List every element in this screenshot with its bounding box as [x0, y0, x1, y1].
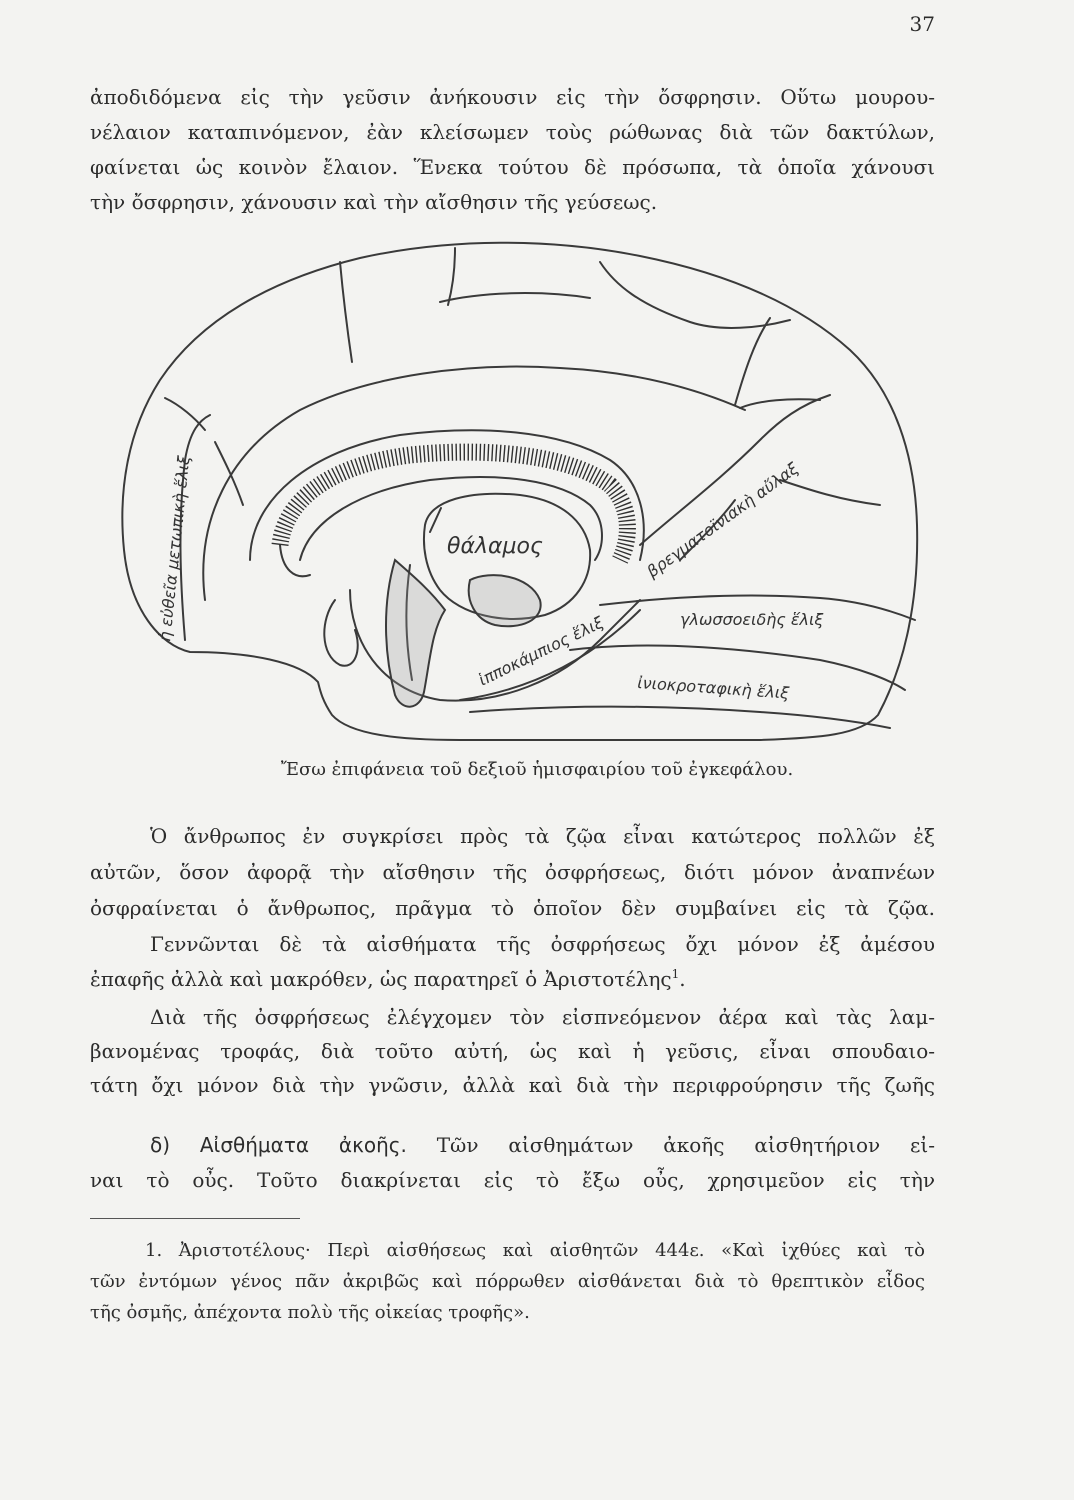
cuneus-sulcus	[780, 480, 880, 505]
label-occipitotemporal-gyrus: ἰνιοκροταφικὴ ἕλιξ	[636, 673, 790, 703]
label-parieto-occipital-sulcus: βρεγματοϊνιακὴ αὔλαξ	[643, 458, 802, 582]
text-line: βανομένας τροφάς, διὰ τοῦτο αὐτή, ὡς καὶ ἡ γεῦσις, εἶναι σπουδαιο-	[90, 1039, 935, 1063]
text-line: νέλαιον καταπινόμενον, ἐὰν κλείσωμεν τοὺς ρώθωνας διὰ τῶν δακτύλων,	[90, 120, 935, 144]
footnote-line: τῶν ἐντόμων γένος πᾶν ἀκριβῶς καὶ πόρρωθεν αἰσθάνεται διὰ τὸ θρεπτικὸν εἶδος	[90, 1271, 925, 1292]
frontal-sulcus	[440, 293, 590, 302]
section-heading: δ) Αἰσθήματα ἀκοῆς.	[150, 1133, 407, 1157]
text-line: Ὁ ἄνθρωπος ἐν συγκρίσει πρὸς τὰ ζῷα εἶναι κατώτερος πολλῶν ἐξ	[150, 824, 935, 848]
label-hippocampal-gyrus: ἱπποκάμπιος ἕλιξ	[475, 612, 607, 690]
text-line: Διὰ τῆς ὀσφρήσεως ἐλέγχομεν τὸν εἰσπνεόμενον ἀέρα καὶ τὰς λαμ-	[150, 1005, 935, 1029]
occipitotemporal-sulcus	[470, 707, 890, 728]
text-line: Γεννῶνται δὲ τὰ αἰσθήματα τῆς ὀσφρήσεως ὄχι μόνον ἐξ ἀμέσου	[150, 932, 935, 956]
footnote-line: 1. Ἀριστοτέλους· Περὶ αἰσθήσεως καὶ αἰσθητῶν 444ε. «Καὶ ἰχθύες καὶ τὸ	[145, 1240, 925, 1261]
paragraph	[90, 80, 935, 220]
text-line: ἀποδιδόμενα εἰς τὴν γεῦσιν ἀνήκουσιν εἰς τὴν ὄσφρησιν. Οὕτω μουρου-	[90, 85, 935, 109]
text-line: ναι τὸ οὖς. Τοῦτο διακρίνεται εἰς τὸ ἔξω οὖς, χρησιμεῦον εἰς τὴν	[90, 1168, 935, 1192]
genu-curl	[280, 545, 310, 576]
paragraph	[90, 818, 935, 926]
frontal-sulcus	[165, 398, 205, 430]
text-run: ἐπαφῆς ἀλλὰ καὶ μακρόθεν, ὡς παρατηρεῖ ὁ Ἀριστοτέλης	[90, 967, 672, 991]
footnote-divider	[90, 1218, 300, 1219]
paragraph	[90, 1000, 935, 1102]
label-gyrus-rectus: ἡ εὐθεῖα μετωπικὴ ἕλιξ	[155, 454, 194, 643]
text-line	[90, 962, 935, 997]
footnote	[90, 1235, 925, 1328]
text-line: τάτη ὄχι μόνον διὰ τὴν γνῶσιν, ἀλλὰ καὶ διὰ τὴν περιφρούρησιν τῆς ζωῆς	[90, 1073, 935, 1097]
paragraph	[90, 927, 935, 997]
text-run: Τῶν αἰσθημάτων ἀκοῆς αἰσθητήριον εἰ-	[436, 1133, 935, 1157]
brainstem-cut	[386, 560, 445, 707]
uncus	[324, 600, 357, 666]
text-line: ὀσφραίνεται ὁ ἄνθρωπος, πρᾶγμα τὸ ὁποῖον δὲν συμβαίνει εἰς τὰ ζῷα.	[90, 896, 935, 920]
frontal-sulcus	[340, 262, 352, 362]
text-line: φαίνεται ὡς κοινὸν ἔλαιον. Ἕνεκα τούτου δὲ πρόσωπα, τὰ ὁποῖα χάνουσι	[90, 155, 935, 179]
footnote-reference: 1	[671, 967, 680, 981]
thalamus-shaded-area	[469, 575, 541, 626]
footnote-line: τῆς ὀσμῆς, ἀπέχοντα πολὺ τῆς οἰκείας τροφῆς».	[90, 1302, 530, 1323]
text-line	[150, 1128, 935, 1163]
brain-medial-surface-diagram	[100, 230, 930, 760]
label-lingual-gyrus: γλωσσοειδὴς ἕλιξ	[680, 610, 824, 629]
label-thalamus: θάλαμος	[447, 534, 543, 559]
page-number: 37	[909, 12, 935, 36]
marginal-ramus	[735, 318, 770, 405]
paracentral-sulcus	[600, 262, 790, 328]
figure-caption: Ἔσω ἐπιφάνεια τοῦ δεξιοῦ ἡμισφαιρίου τοῦ ἐγκεφάλου.	[280, 759, 794, 780]
paragraph	[90, 1128, 935, 1198]
text-line: τὴν ὄσφρησιν, χάνουσιν καὶ τὴν αἴσθησιν τῆς γεύσεως.	[90, 190, 658, 214]
sentence-end: .	[679, 967, 686, 991]
text-line: αὐτῶν, ὅσον ἀφορᾷ τὴν αἴσθησιν τῆς ὀσφρήσεως, διότι μόνον ἀναπνέων	[90, 860, 935, 884]
frontal-sulcus	[448, 248, 455, 305]
